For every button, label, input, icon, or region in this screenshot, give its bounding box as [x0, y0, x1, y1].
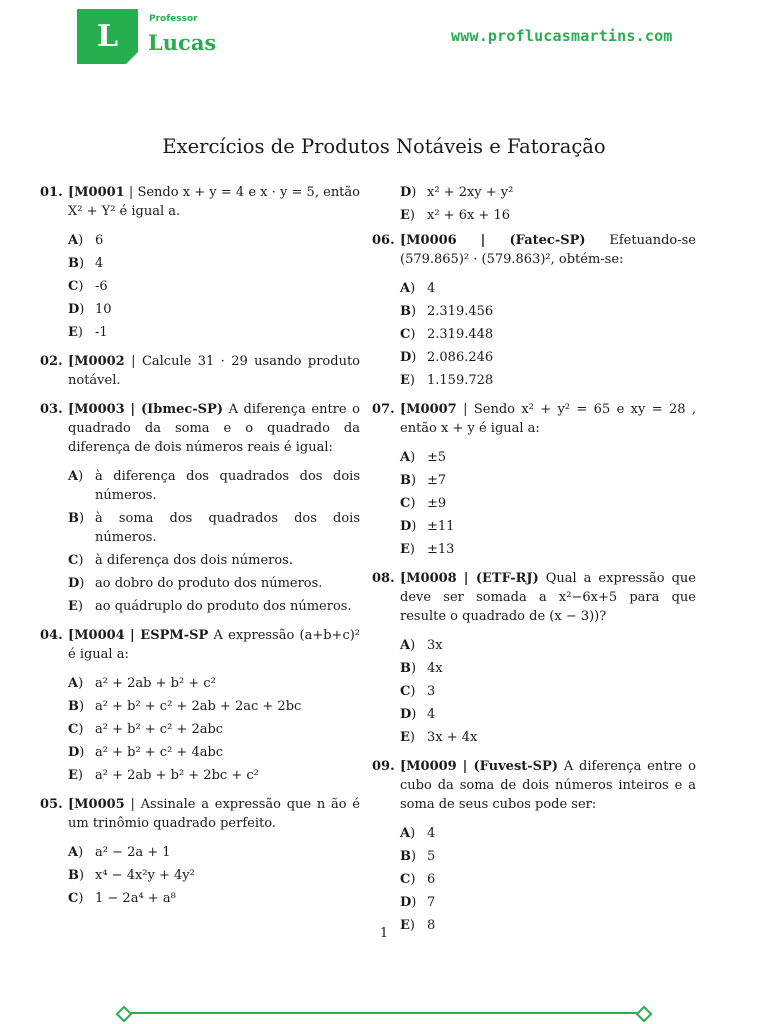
option-letter: A ) [400, 448, 415, 467]
option-text: -1 [95, 325, 108, 340]
answer-option[interactable] [400, 302, 696, 321]
option-letter: D ) [68, 743, 84, 762]
option-text: ao quádruplo do produto dos números. [95, 599, 352, 614]
option-text: x² + 6x + 16 [427, 208, 511, 223]
option-letter: E ) [400, 540, 415, 559]
answer-option[interactable] [400, 682, 696, 701]
option-text: à soma dos quadrados dos dois números. [95, 511, 360, 545]
option-letter: D ) [400, 705, 416, 724]
website-link[interactable]: www.proflucasmartins.com [451, 27, 673, 45]
page-number: 1 [379, 926, 389, 941]
answer-option[interactable] [68, 743, 360, 762]
option-text: ±5 [427, 450, 447, 465]
option-text: ±11 [427, 519, 455, 534]
option-text: 5 [427, 849, 436, 864]
answer-option[interactable] [68, 889, 360, 908]
options-list [68, 843, 360, 908]
question-4 [40, 626, 360, 785]
option-letter: E ) [400, 728, 415, 747]
question-code: [M0008 [400, 571, 457, 586]
option-letter: D ) [400, 348, 416, 367]
question-6 [372, 231, 696, 390]
option-text: a² + 2ab + b² + c² [95, 676, 216, 691]
answer-option[interactable] [68, 866, 360, 885]
question-statement: | Calcule 31 · 29 usando produto notável. [68, 354, 360, 388]
option-letter: B ) [400, 847, 416, 866]
options-list [68, 231, 360, 342]
option-letter: D ) [400, 517, 416, 536]
answer-option[interactable] [400, 540, 696, 559]
question-code: [M0007 [400, 402, 457, 417]
option-text: ±13 [427, 542, 455, 557]
option-text: 3 [427, 684, 436, 699]
question-statement: A diferença entre o cubo da soma de dois números inteiros e a soma de seus cubos pode ser: [400, 759, 696, 812]
answer-option[interactable] [400, 448, 696, 467]
question-number: 08. [372, 571, 395, 586]
question-code: [M0006 [400, 233, 457, 248]
answer-option[interactable] [68, 697, 360, 716]
footer-rule [118, 1007, 650, 1019]
option-letter: C ) [400, 325, 415, 344]
diamond-right-icon [636, 1006, 653, 1023]
option-text: 4x [427, 661, 443, 676]
option-letter: D ) [400, 183, 416, 202]
answer-option[interactable] [400, 870, 696, 889]
option-letter: C ) [400, 494, 415, 513]
answer-option[interactable] [68, 597, 360, 616]
option-text: a² − 2a + 1 [95, 845, 171, 860]
question-source: | (Fatec-SP) [480, 233, 586, 248]
option-letter: A ) [68, 843, 83, 862]
options-list [68, 467, 360, 616]
option-letter: C ) [68, 889, 83, 908]
question-text [68, 352, 360, 390]
option-text: 7 [427, 895, 436, 910]
question-code: [M0005 [68, 797, 125, 812]
option-text: 4 [95, 256, 104, 271]
question-text [400, 231, 696, 269]
answer-option[interactable] [68, 766, 360, 785]
answer-option[interactable] [400, 348, 696, 367]
page-title: Exercícios de Produtos Notáveis e Fatoração [162, 135, 606, 158]
answer-option[interactable] [400, 636, 696, 655]
question-code: [M0004 [68, 628, 125, 643]
question-statement: | Sendo x + y = 4 e x · y = 5, então X² + Y² é igual a. [68, 185, 360, 219]
option-text: 2.319.456 [427, 304, 494, 319]
question-statement: A diferença entre o quadrado da soma e o quadrado da diferença de dois números reais é igual: [68, 402, 360, 455]
answer-option[interactable] [400, 847, 696, 866]
option-text: ±7 [427, 473, 447, 488]
option-text: ao dobro do produto dos números. [95, 576, 323, 591]
option-text: 4 [427, 281, 436, 296]
option-text: x² + 2xy + y² [427, 185, 514, 200]
question-text [68, 626, 360, 664]
option-text: 4 [427, 826, 436, 841]
option-letter: C ) [400, 870, 415, 889]
question-code: [M0003 [68, 402, 125, 417]
options-list [68, 674, 360, 785]
question-number: 03. [40, 402, 63, 417]
answer-option[interactable] [68, 574, 360, 593]
answer-option[interactable] [400, 325, 696, 344]
answer-option[interactable] [400, 183, 696, 202]
answer-option[interactable] [68, 843, 360, 862]
question-text [68, 400, 360, 457]
option-letter: C ) [68, 551, 83, 570]
question-source: | (Ibmec-SP) [130, 402, 223, 417]
option-letter: C ) [400, 682, 415, 701]
footer-line [124, 1012, 644, 1014]
question-statement: A expressão (a+b+c)² é igual a: [68, 628, 361, 662]
answer-option[interactable] [400, 279, 696, 298]
question-text [68, 795, 360, 833]
answer-option[interactable] [68, 323, 360, 342]
question-7 [372, 400, 696, 559]
question-5-continued [372, 183, 696, 225]
question-text [400, 400, 696, 438]
option-letter: C ) [68, 720, 83, 739]
question-1 [40, 183, 360, 342]
question-code: [M0002 [68, 354, 125, 369]
question-2 [40, 352, 360, 390]
question-3 [40, 400, 360, 616]
option-letter: B ) [68, 697, 84, 716]
option-text: x⁴ − 4x²y + 4y² [95, 868, 195, 883]
answer-option[interactable] [68, 467, 360, 505]
answer-option[interactable] [68, 674, 360, 693]
question-text [400, 569, 696, 626]
option-text: a² + 2ab + b² + 2bc + c² [95, 768, 259, 783]
options-list [400, 824, 696, 935]
option-text: 2.319.448 [427, 327, 494, 342]
question-text [68, 183, 360, 221]
answer-option[interactable] [68, 254, 360, 273]
option-text: 3x + 4x [427, 730, 478, 745]
answer-option[interactable] [68, 720, 360, 739]
answer-option[interactable] [400, 705, 696, 724]
question-number: 05. [40, 797, 63, 812]
option-text: 8 [427, 918, 436, 933]
question-code: [M0009 [400, 759, 457, 774]
page-header [0, 0, 768, 80]
question-number: 04. [40, 628, 63, 643]
option-letter: E ) [400, 206, 415, 225]
option-text: à diferença dos quadrados dos dois números. [95, 469, 360, 503]
answer-option[interactable] [400, 893, 696, 912]
answer-option[interactable] [400, 471, 696, 490]
options-list [400, 636, 696, 747]
option-letter: E ) [68, 766, 83, 785]
answer-option[interactable] [400, 371, 696, 390]
option-text: 2.086.246 [427, 350, 494, 365]
answer-option[interactable] [68, 509, 360, 547]
question-text [400, 757, 696, 814]
option-text: 6 [95, 233, 104, 248]
option-letter: A ) [400, 636, 415, 655]
answer-option[interactable] [400, 206, 696, 225]
question-number: 07. [372, 402, 395, 417]
question-statement: | Assinale a expressão que n ão é um trinômio quadrado perfeito. [68, 797, 360, 831]
option-letter: C ) [68, 277, 83, 296]
option-letter: E ) [68, 597, 83, 616]
question-source: | (ETF-RJ) [463, 571, 539, 586]
option-text: 1 − 2a⁴ + a⁸ [95, 891, 176, 906]
options-list [400, 279, 696, 390]
option-letter: A ) [400, 824, 415, 843]
option-text: 10 [95, 302, 112, 317]
option-text: 1.159.728 [427, 373, 494, 388]
option-letter: D ) [400, 893, 416, 912]
brand-subtitle: Professor [149, 14, 198, 24]
option-letter: A ) [68, 467, 83, 486]
logo-notch [126, 52, 138, 64]
option-text: 6 [427, 872, 436, 887]
answer-option[interactable] [400, 728, 696, 747]
question-9 [372, 757, 696, 935]
question-number: 02. [40, 354, 63, 369]
option-text: a² + b² + c² + 2ab + 2ac + 2bc [95, 699, 302, 714]
option-text: 3x [427, 638, 443, 653]
options-list [400, 448, 696, 559]
diamond-left-icon [116, 1006, 133, 1023]
option-letter: B ) [400, 659, 416, 678]
question-8 [372, 569, 696, 747]
answer-option[interactable] [400, 494, 696, 513]
option-letter: E ) [400, 371, 415, 390]
logo [77, 9, 138, 64]
option-letter: E ) [400, 916, 415, 935]
question-5 [40, 795, 360, 908]
logo-letter: L [96, 19, 119, 54]
option-letter: A ) [400, 279, 415, 298]
option-letter: B ) [68, 866, 84, 885]
option-text: ±9 [427, 496, 447, 511]
option-letter: B ) [68, 254, 84, 273]
question-statement: Efetuando-se (579.865)² · (579.863)², obtém-se: [400, 233, 696, 267]
question-source: | ESPM-SP [129, 628, 209, 643]
option-letter: D ) [68, 574, 84, 593]
question-source: | (Fuvest-SP) [462, 759, 558, 774]
brand-name: Lucas [148, 30, 217, 55]
option-letter: B ) [400, 471, 416, 490]
option-text: à diferença dos dois números. [95, 553, 293, 568]
option-letter: B ) [400, 302, 416, 321]
answer-option[interactable] [68, 231, 360, 250]
option-letter: A ) [68, 231, 83, 250]
option-letter: B ) [68, 509, 84, 528]
option-letter: D ) [68, 300, 84, 319]
option-text: a² + b² + c² + 4abc [95, 745, 224, 760]
answer-option[interactable] [400, 517, 696, 536]
left-column [40, 183, 360, 918]
question-number: 09. [372, 759, 395, 774]
answer-option[interactable] [400, 659, 696, 678]
question-number: 01. [40, 185, 63, 200]
answer-option[interactable] [400, 824, 696, 843]
answer-option[interactable] [68, 300, 360, 319]
right-column [372, 183, 696, 945]
answer-option[interactable] [68, 551, 360, 570]
question-statement: | Sendo x² + y² = 65 e xy = 28 , então x + y é igual a: [400, 402, 696, 436]
option-letter: A ) [68, 674, 83, 693]
question-code: [M0001 [68, 185, 125, 200]
option-letter: E ) [68, 323, 83, 342]
option-text: 4 [427, 707, 436, 722]
option-text: -6 [95, 279, 108, 294]
question-statement: Qual a expressão que deve ser somada a x²−6x+5 para que resulte o quadrado de (x − 3))? [400, 571, 696, 624]
question-number: 06. [372, 233, 395, 248]
option-text: a² + b² + c² + 2abc [95, 722, 224, 737]
answer-option[interactable] [68, 277, 360, 296]
